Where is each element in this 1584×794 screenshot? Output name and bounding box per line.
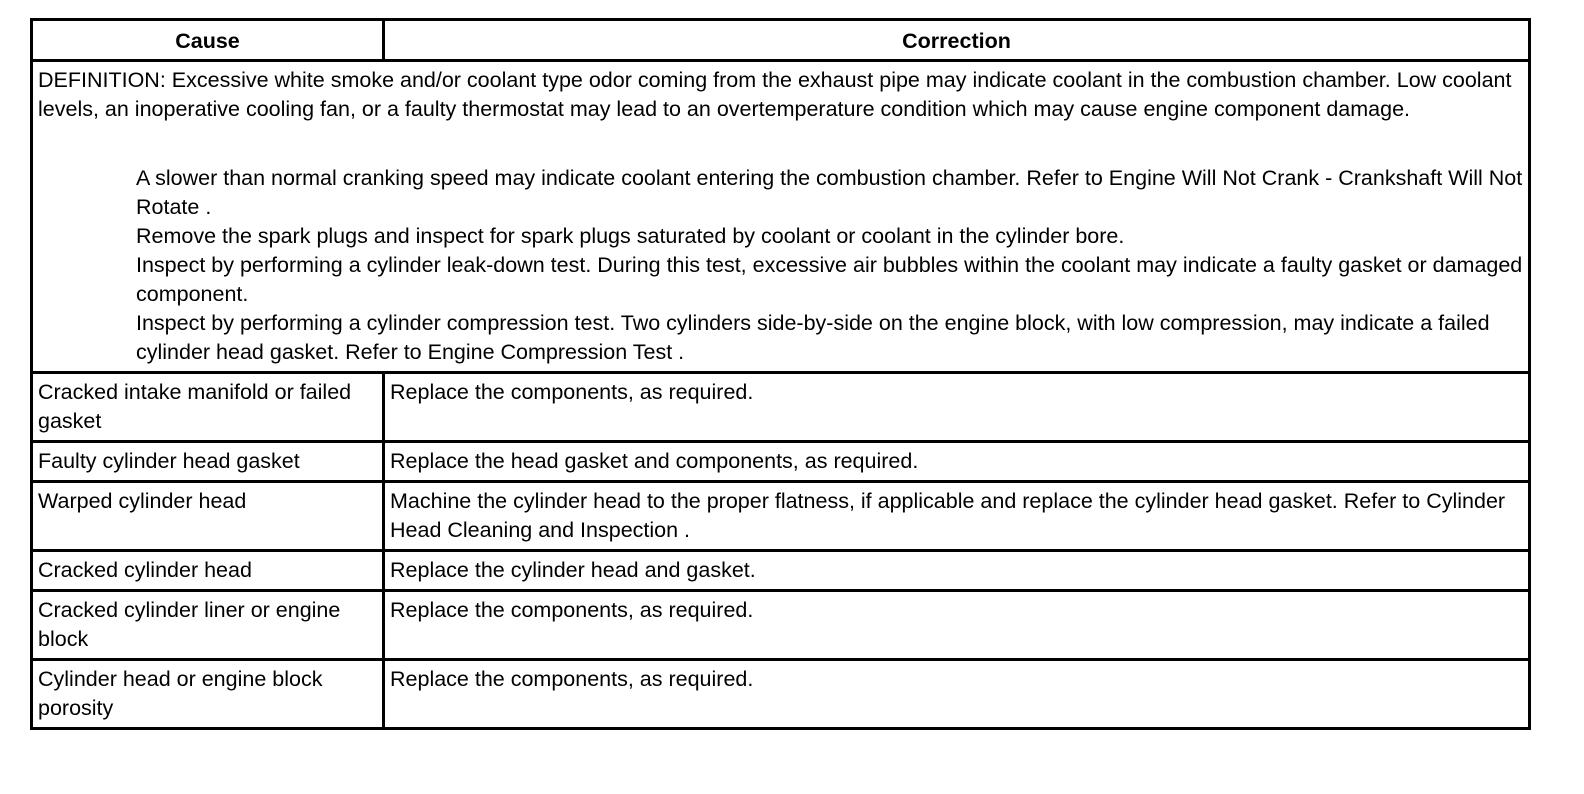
cause-cell: Cylinder head or engine block porosity	[32, 660, 384, 729]
cause-cell: Cracked intake manifold or failed gasket	[32, 373, 384, 442]
definition-cell	[32, 61, 1530, 373]
cause-cell: Cracked cylinder liner or engine block	[32, 591, 384, 660]
table-row	[32, 442, 1530, 482]
correction-cell: Replace the cylinder head and gasket.	[384, 551, 1530, 591]
diagnostic-page	[30, 18, 1528, 730]
correction-column-header: Correction	[384, 20, 1530, 61]
diagnostic-step: A slower than normal cranking speed may indicate coolant entering the combustion chamber. Refer to Engine Will Not Crank - Crankshaft Will Not Rotate .	[136, 166, 1523, 219]
table-row	[32, 482, 1530, 551]
diagnostic-step: Inspect by performing a cylinder leak-down test. During this test, excessive air bubbles within the coolant may indicate a faulty gasket or damaged component.	[136, 253, 1523, 306]
definition-text: DEFINITION: Excessive white smoke and/or coolant type odor coming from the exhaust pipe may indicate coolant in the combustion chamber. Low coolant levels, an inoperative cooling fan, or a faulty thermostat may lead to an overtemperature condition which may cause engine component damage.	[38, 68, 1512, 121]
correction-cell: Replace the head gasket and components, as required.	[384, 442, 1530, 482]
correction-cell: Replace the components, as required.	[384, 660, 1530, 729]
table-row	[32, 591, 1530, 660]
cause-cell: Warped cylinder head	[32, 482, 384, 551]
diagnostic-steps-list	[38, 164, 1523, 367]
table-row	[32, 551, 1530, 591]
diagnostic-step: Remove the spark plugs and inspect for spark plugs saturated by coolant or coolant in the cylinder bore.	[136, 224, 1125, 248]
table-row	[32, 660, 1530, 729]
diagnostic-table	[30, 18, 1531, 730]
cause-cell: Faulty cylinder head gasket	[32, 442, 384, 482]
table-header-row	[32, 20, 1530, 61]
correction-cell: Replace the components, as required.	[384, 591, 1530, 660]
cause-column-header: Cause	[32, 20, 384, 61]
cause-cell: Cracked cylinder head	[32, 551, 384, 591]
correction-cell: Machine the cylinder head to the proper flatness, if applicable and replace the cylinder head gasket. Refer to Cylinder Head Cleaning and Inspection .	[384, 482, 1530, 551]
table-row	[32, 373, 1530, 442]
diagnostic-step: Inspect by performing a cylinder compression test. Two cylinders side-by-side on the engine block, with low compression, may indicate a failed cylinder head gasket. Refer to Engine Compression Test .	[136, 311, 1490, 364]
correction-cell: Replace the components, as required.	[384, 373, 1530, 442]
definition-row	[32, 61, 1530, 373]
